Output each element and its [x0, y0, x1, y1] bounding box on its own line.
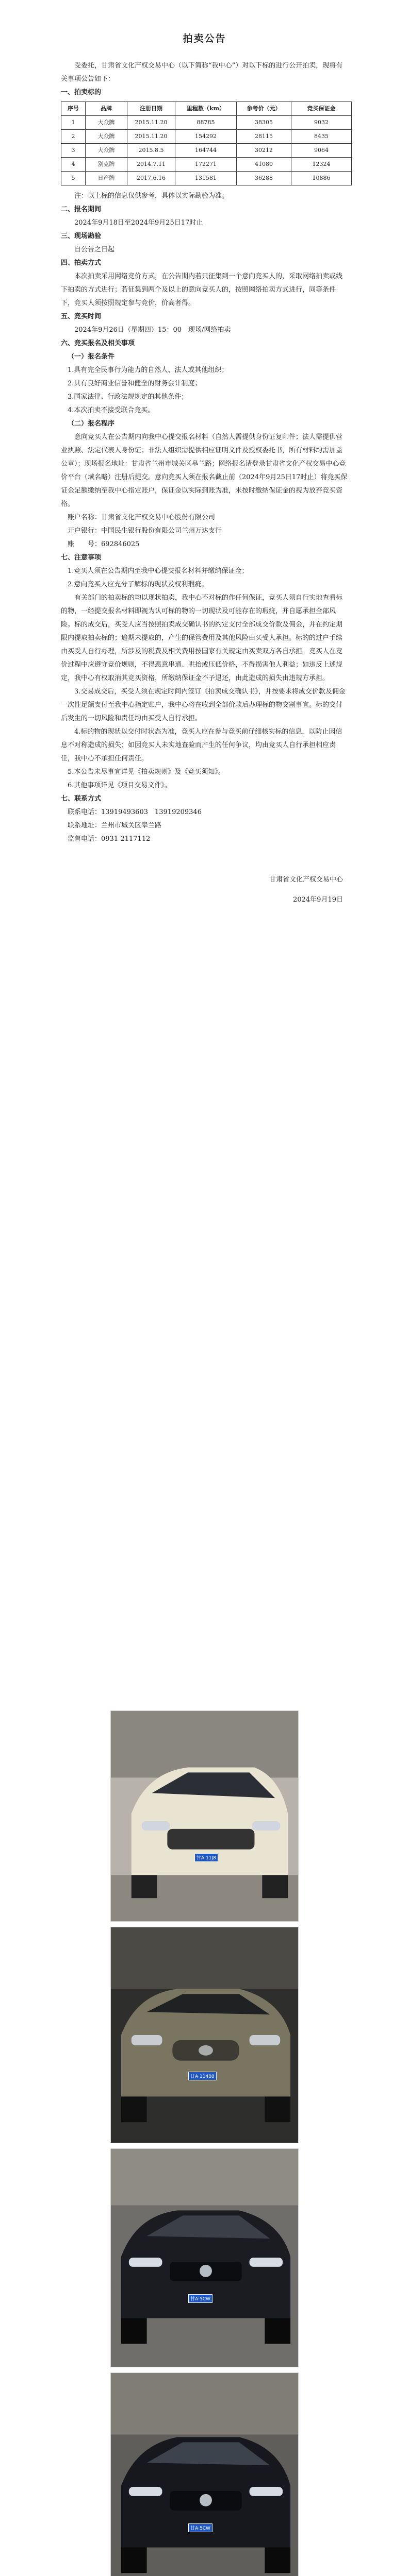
notices-heading: 七、注意事项	[61, 554, 102, 562]
intro-paragraph: 受委托，甘肃省文化产权交易中心（以下简称“我中心”）对以下标的进行公开拍卖，现将有关事项公告如下：	[61, 62, 343, 83]
condition-item: 4.本次拍卖不接受联合竞买。	[68, 406, 155, 414]
table-row	[61, 130, 352, 144]
registration-procedure-text: 意向竞买人在公告期内向我中心提交报名材料（自然人需提供身份证复印件；法人需提供营业执照、法定代表人身份证；非法人组织需提供相应证明文件及授权委托书，所有材料均需加盖公章）；现场报名地址：甘肃省兰州市城关区皋兰路；网络报名请登录甘肃省文化产权交易中心竞价平台（域名略）注册后提交。意向竞买人须在报名截止前（2024年9月25日17时止）将竞买保证金足额缴纳至我中心指定账户，保证金以实际到账为准，未按时缴纳保证金的视为放弃竞买资格。	[61, 433, 348, 508]
table-header: 注册日期	[127, 102, 175, 116]
vehicle-photo	[110, 2372, 299, 2576]
table-row	[61, 158, 352, 172]
table-header: 里程数（km）	[175, 102, 237, 116]
table-cell: 2015.8.5	[127, 144, 175, 158]
table-cell: 36288	[237, 172, 291, 185]
license-plate: 甘A·5CW	[188, 2523, 212, 2532]
contact-address: 联系地址：兰州市城关区皋兰路	[68, 822, 162, 829]
vehicle-photos	[110, 1710, 299, 2576]
inspection-text: 自公告之日起	[74, 246, 115, 253]
registration-conditions-heading: （一）报名条件	[68, 353, 115, 361]
auction-time-text: 2024年9月26日（星期四）15：00 现场/网络拍卖	[74, 326, 231, 334]
vehicle-image	[111, 1711, 298, 1921]
vehicle-image	[111, 2373, 298, 2576]
table-cell: 154292	[175, 130, 237, 144]
table-cell: 30212	[237, 144, 291, 158]
table-cell: 2015.11.20	[127, 130, 175, 144]
contact-phone: 联系电话：13919493603 13919209346	[68, 808, 202, 816]
signature-organization: 甘肃省文化产权交易中心	[269, 876, 343, 884]
vehicle-image	[111, 1927, 298, 2143]
table-cell: 别克牌	[86, 158, 127, 172]
table-cell: 10886	[291, 172, 352, 185]
table-cell: 131581	[175, 172, 237, 185]
notice-paragraph: 4.标的物的现状以交付时状态为准，竞买人应在参与竞买前仔细核实标的信息，以防止因信息不对称造成的损失；如因竞买人未实地查验而产生的任何争议，均由竞买人自行承担相应责任，我中心不承担任何责任。	[61, 728, 342, 762]
auction-method-text: 本次拍卖采用网络竞价方式，在公告期内若只征集到一个意向竞买人的，采取网络拍卖或线下拍卖的方式进行；若征集到两个及以上的意向竞买人的，按照网络拍卖方式进行，同等条件下，竞买人须按照规定参与竞价，价高者得。	[61, 273, 343, 307]
table-header: 竞买保证金	[291, 102, 352, 116]
supervision-phone: 监督电话：0931-2117112	[68, 835, 151, 843]
license-plate: 甘A·5CW	[188, 2294, 212, 2303]
table-cell: 9032	[291, 116, 352, 130]
notice-item: 1.竞买人须在公告期内至我中心提交报名材料并缴纳保证金；	[68, 567, 249, 575]
notice-item: 2.意向竞买人应充分了解标的现状及权利瑕疵。	[68, 581, 208, 588]
table-cell: 2017.6.16	[127, 172, 175, 185]
registration-period: 2024年9月18日至2024年9月25日17时止	[74, 219, 203, 227]
table-cell: 12324	[291, 158, 352, 172]
contact-heading: 七、联系方式	[61, 795, 102, 803]
condition-item: 2.具有良好商业信誉和健全的财务会计制度；	[68, 380, 202, 387]
table-cell: 172271	[175, 158, 237, 172]
table-cell: 38305	[237, 116, 291, 130]
condition-item: 3.国家法律、行政法规规定的其他条件；	[68, 393, 188, 401]
table-cell: 2015.11.20	[127, 116, 175, 130]
notice-body	[0, 59, 409, 907]
table-header-row	[61, 102, 352, 116]
table-row	[61, 144, 352, 158]
notice-paragraph: 3.交易成交后，买受人须在规定时间内签订《拍卖成交确认书》，并按要求将成交价款及佣金一次性足额支付至我中心指定账户，我中心将在收到全部价款后办理标的物交割事宜。标的交付后发生的一切风险和责任均由买受人自行承担。	[61, 688, 346, 722]
table-cell: 大众牌	[86, 130, 127, 144]
table-row	[61, 116, 352, 130]
table-cell: 1	[61, 116, 86, 130]
section-5-heading: 五、竞买时间	[61, 313, 102, 320]
license-plate: 甘A·11J8	[194, 1853, 218, 1862]
lots-table	[61, 101, 352, 185]
table-cell: 164744	[175, 144, 237, 158]
page-title: 拍卖公告	[183, 33, 226, 44]
notice-item: 5.本公告未尽事宜详见《拍卖规则》及《竞买须知》。	[68, 768, 225, 776]
table-cell: 88785	[175, 116, 237, 130]
table-cell: 3	[61, 144, 86, 158]
license-plate: 甘A·11488	[188, 2072, 217, 2080]
bank-account-number: 账 号：692846025	[68, 540, 140, 548]
condition-item: 1.具有完全民事行为能力的自然人、法人或其他组织；	[68, 366, 228, 374]
section-3-heading: 三、现场勘验	[61, 232, 102, 240]
bank-account-name: 账户名称：甘肃省文化产权交易中心股份有限公司	[68, 514, 216, 521]
vehicle-photo	[110, 1927, 299, 2143]
section-2-heading: 二、报名期间	[61, 206, 102, 213]
table-cell: 9064	[291, 144, 352, 158]
table-cell: 4	[61, 158, 86, 172]
table-cell: 大众牌	[86, 144, 127, 158]
table-header: 品牌	[86, 102, 127, 116]
bank-name: 开户银行：中国民生银行股份有限公司兰州万达支行	[68, 527, 222, 535]
section-6-heading: 六、竞买报名及相关事项	[61, 340, 135, 347]
table-cell: 大众牌	[86, 116, 127, 130]
signature-date: 2024年9月19日	[293, 896, 343, 904]
registration-procedure-heading: （二）报名程序	[68, 420, 115, 428]
vehicle-photo	[110, 1710, 299, 1922]
table-cell: 2	[61, 130, 86, 144]
table-cell: 41080	[237, 158, 291, 172]
table-cell: 日产牌	[86, 172, 127, 185]
section-4-heading: 四、拍卖方式	[61, 259, 102, 267]
table-cell: 2014.7.11	[127, 158, 175, 172]
notice-paragraph: 有关部门的拍卖标的均以现状拍卖，我中心不对标的作任何保证，竞买人须自行实地查看标的物，一经提交报名材料即视为认可标的物的一切现状及可能存在的瑕疵，并自愿承担全部风险。标的成交后，买受人应当按照拍卖成交确认书的约定支付全部成交价款及佣金，并在约定期限内提取拍卖标的；逾期未提取的，产生的保管费用及其他风险由买受人承担。标的的过户手续由买受人自行办理，所涉及的税费及相关费用按国家有关规定由买卖双方各自承担。竞买人在竞价过程中应遵守竞价规则，不得恶意串通、哄抬或压低价格，不得损害他人利益；如违反上述规定，我中心有权取消其竞买资格，所缴纳保证金不予退还，由此造成的损失由违规方承担。	[61, 594, 343, 682]
vehicle-photo	[110, 2148, 299, 2367]
table-row	[61, 172, 352, 185]
table-cell: 5	[61, 172, 86, 185]
section-1-heading: 一、拍卖标的	[61, 89, 102, 96]
table-header: 序号	[61, 102, 86, 116]
table-header: 参考价（元）	[237, 102, 291, 116]
table-note: 注：以上标的信息仅供参考，具体以实际勘验为准。	[74, 192, 229, 200]
notice-item: 6.其他事项详见《项目交易文件》。	[68, 782, 171, 789]
table-cell: 28115	[237, 130, 291, 144]
vehicle-image	[111, 2149, 298, 2367]
table-cell: 8435	[291, 130, 352, 144]
